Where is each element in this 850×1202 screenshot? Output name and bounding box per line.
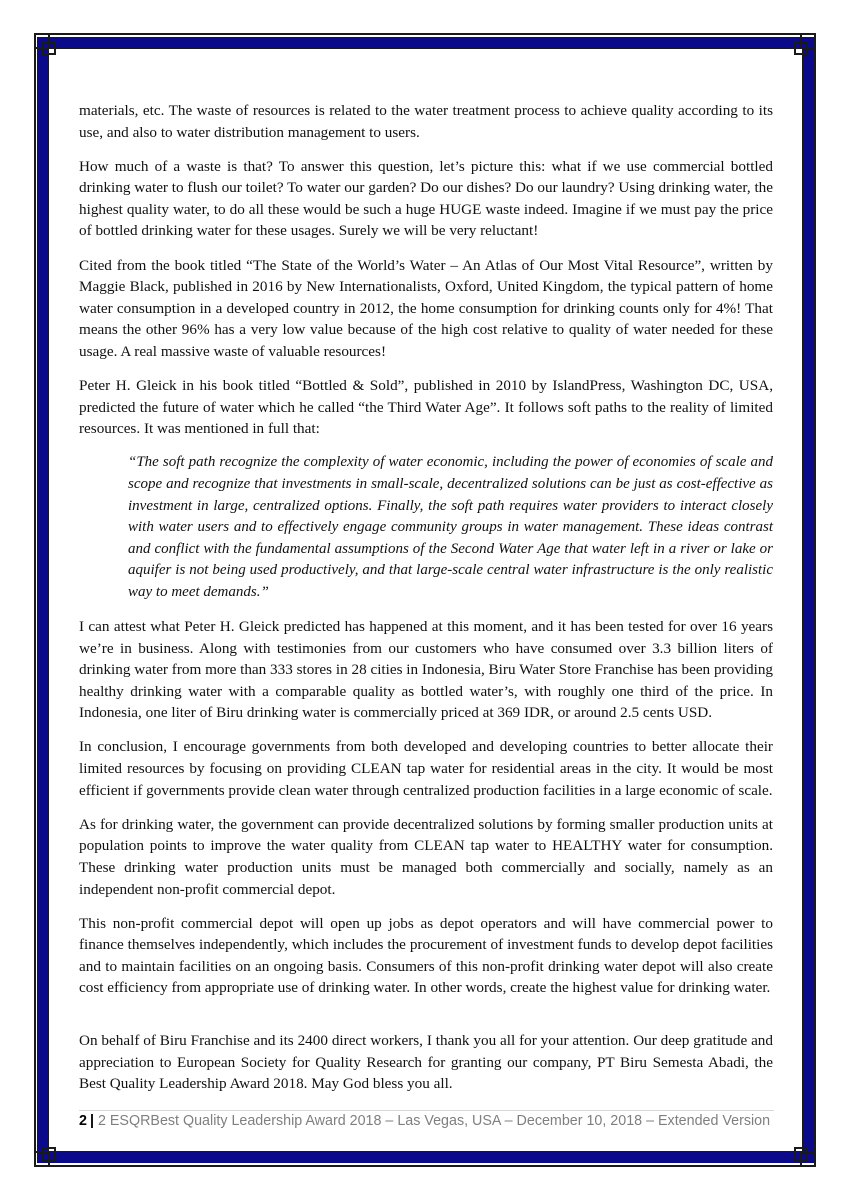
page-number: 2 <box>79 1113 87 1129</box>
footer-text: 2 ESQRBest Quality Leadership Award 2018 – Las Vegas, USA – December 10, 2018 – Extended Version <box>97 1113 771 1129</box>
footer-separator: | <box>89 1113 94 1129</box>
paragraph-attestation: I can attest what Peter H. Gleick predicted has happened at this moment, and it has been tested for over 16 years we’re in business. Along with testimonies from our customers who have consumed over 3.3 billion liters of drinking water from more than 333 stores in 28 cities in Indonesia, Biru Water Store Franchise has been providing healthy drinking water with a comparable quality as bottled water’s, with roughly one third of the price. In Indonesia, one liter of Biru drinking water is commercially priced at 369 IDR, or around 2.5 cents USD. <box>79 617 774 722</box>
paragraph-how-much-waste: How much of a waste is that? To answer this question, let’s picture this: what if we use commercial bottled drinking water to flush our toilet? To water our garden? Do our dishes? Do our laundry? Using drinking water, the highest quality water, to do all these would be such a huge HUGE waste indeed. Imagine if we must pay the price of bottled drinking water for these usages. Surely we will be very reluctant! <box>79 157 773 240</box>
corner-ornament-bottom-left-inner <box>42 1147 56 1161</box>
page-footer <box>79 1113 799 1129</box>
corner-ornament-top-right-inner <box>794 41 808 55</box>
corner-ornament-bottom-right-inner <box>794 1147 808 1161</box>
document-body <box>79 100 773 1107</box>
paragraph-conclusion: In conclusion, I encourage governments from both developed and developing countries to better allocate their limited resources by focusing on providing CLEAN tap water for residential areas in the city. It would be most efficient if governments provide clean water through centralized production facilities in a large economic of scale. <box>79 738 773 799</box>
paragraph-gleick-intro: Peter H. Gleick in his book titled “Bottled & Sold”, published in 2010 by IslandPress, Washington DC, USA, predicted the future of water which he called “the Third Water Age”. It follows soft paths to the reality of limited resources. It was mentioned in full that: <box>79 377 773 438</box>
corner-ornament-top-left-inner <box>42 41 56 55</box>
paragraph-drinking-water: As for drinking water, the government can provide decentralized solutions by forming smaller production units at population points to improve the water quality from CLEAN tap water to HEALTHY water for consumption. These drinking water production units must be managed both commercially and socially, namely as an independent non-profit commercial depot. <box>79 815 773 898</box>
block-quote-soft-path: “The soft path recognize the complexity of water economic, including the power of economies of scale and scope and recognize that investments in small-scale, decentralized solutions can be just as cost-effective as investment in large, centralized options. Finally, the soft path requires water providers to interact closely with water users and to effectively engage community groups in water management. These ideas contrast and conflict with the fundamental assumptions of the Second Water Age that water left in a river or lake or aquifer is not being used productively, and that large-scale central water infrastructure is the only realistic way to meet demands.” <box>128 454 773 600</box>
footer-divider <box>79 1110 774 1111</box>
paragraph-non-profit-depot: This non-profit commercial depot will open up jobs as depot operators and will have commercial power to finance themselves independently, which includes the procurement of investment funds to develop depot facilities and to maintain facilities on an ongoing basis. Consumers of this non-profit drinking water depot will also create cost efficiency from appropriate use of drinking water. In other words, create the highest value for drinking water. <box>79 914 773 997</box>
paragraph-closing-thanks: On behalf of Biru Franchise and its 2400 direct workers, I thank you all for your attention. Our deep gratitude and appreciation to European Society for Quality Research for granting our company, PT Biru Semesta Abadi, the Best Quality Leadership Award 2018. May God bless you all. <box>79 1031 773 1093</box>
paragraph-cited-book: Cited from the book titled “The State of the World’s Water – An Atlas of Our Most Vital Resource”, written by Maggie Black, published in 2016 by New Internationalists, Oxford, United Kingdom, the typical pattern of home water consumption in a developed country in 2012, the home consumption for drinking counts only for 4%! That means the other 96% has a very low value because of the high cost relative to quality of water needed for these usage. A real massive waste of valuable resources! <box>79 256 773 360</box>
paragraph-waste-of-resources: materials, etc. The waste of resources is related to the water treatment process to achieve quality according to its use, and also to water distribution management to users. <box>79 102 773 141</box>
